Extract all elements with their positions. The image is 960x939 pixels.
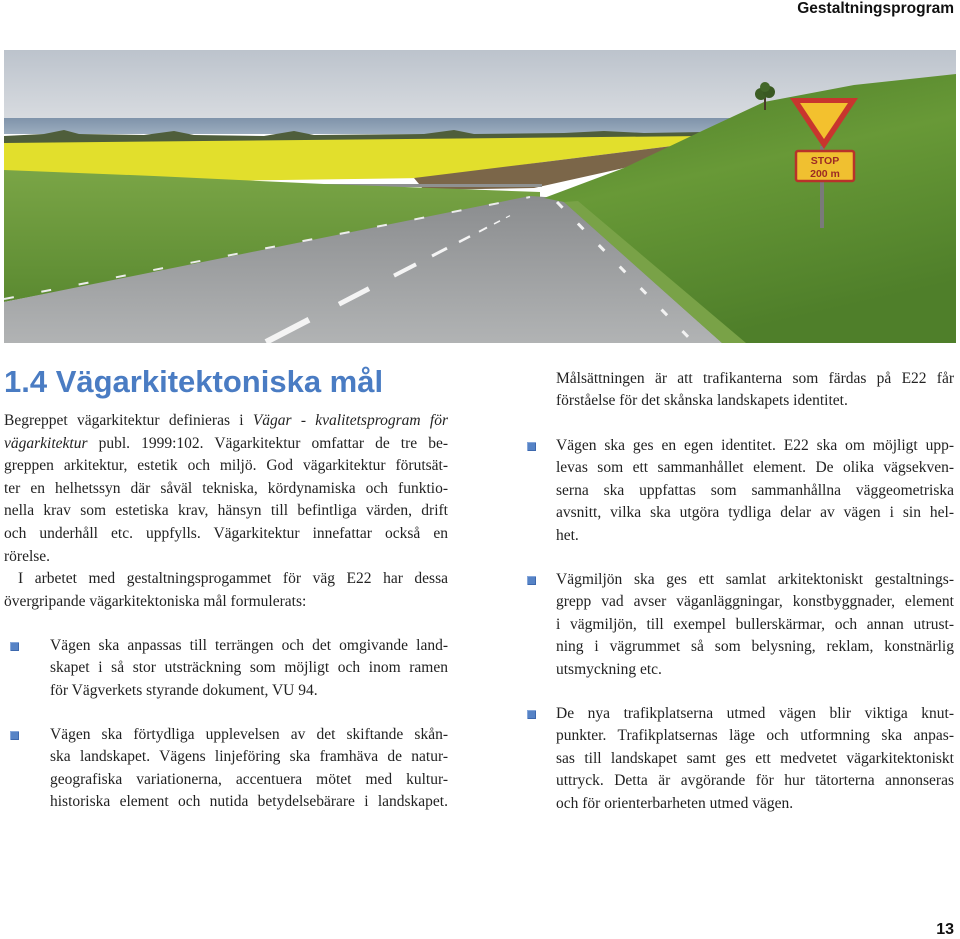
objective-paragraph: [556, 368, 954, 413]
section-heading: 1.4 Vägarkitektoniska mål: [4, 364, 384, 399]
body-text-segment: Begreppet vägarkitektur definieras i: [4, 412, 244, 429]
body-text-line: Vägmiljön ska ges ett samlat arkitektoniskt gestaltnings-: [556, 570, 954, 588]
square-bullet-icon: [10, 731, 19, 740]
body-text-line: uttryck. Detta är avgörande för hur tätorterna annonseras: [556, 772, 954, 790]
body-text-line: het.: [556, 527, 579, 545]
body-text-segment: publ. 1999:102. Vägarkitektur omfattar de tre be-: [98, 434, 448, 452]
body-text-line: nella krav som estetiska krav, hänsyn till befintliga värden, drift: [4, 502, 448, 520]
body-text-line: sas till landskapet samt ges ett medvetet vägarkitektoniskt: [556, 749, 954, 767]
body-text-line: [4, 433, 448, 456]
bullet-item: [50, 635, 448, 703]
body-text-line: ska landskapet. Vägens linjeföring ska framhäva de natur-: [50, 748, 448, 766]
body-text-line: rörelse.: [4, 547, 51, 565]
body-text-line: Vägen ska ges en egen identitet. E22 ska om möjligt upp-: [556, 436, 954, 454]
square-bullet-icon: [10, 642, 19, 651]
square-bullet-icon: [527, 710, 536, 719]
publication-title: vägarkitektur: [4, 434, 88, 452]
goals-intro-paragraph: [4, 568, 448, 613]
body-text-line: ter en helhetssyn där såväl tekniska, kördynamiska och funktio-: [4, 479, 448, 497]
body-text-line: skapet i så stor utsträckning som möjligt och inom ramen: [50, 659, 448, 677]
body-text-line: serna ska uppfattas som sammanhållna väggeometriska: [556, 481, 954, 499]
sign-plate-text-top: STOP: [810, 155, 840, 167]
body-text-line: Målsättningen är att trafikanterna som färdas på E22 får: [556, 369, 954, 387]
body-text-line: greppen arkitektur, estetik och miljö. God vägarkitektur förutsät-: [4, 457, 448, 475]
road-landscape-photo: [4, 50, 956, 343]
body-text-line: avsnitt, vilka ska utgöra tydliga delar av vägen i sin hel-: [556, 504, 954, 522]
body-text-line: [4, 410, 448, 433]
sign-plate-text-bottom: 200 m: [810, 168, 840, 180]
body-text-line: ning i vägrummet så som belysning, reklam, konstnärlig: [556, 638, 954, 656]
body-text-line: historiska element och nutida betydelsebärare i landskapet.: [50, 793, 448, 811]
body-text-line: punkter. Trafikplatsernas läge och utformning ska anpas-: [556, 727, 954, 745]
bullet-item: [50, 724, 448, 814]
bullet-item: [556, 703, 954, 816]
body-text-line: Vägen ska anpassas till terrängen och det omgivande land-: [50, 636, 448, 654]
running-header: Gestaltningsprogram: [797, 0, 954, 17]
body-text-line: levas som ett sammanhållet element. De olika vägsekven-: [556, 459, 954, 477]
body-text-line: Vägen ska förtydliga upplevelsen av det skiftande skån-: [50, 725, 448, 743]
body-text-line: I arbetet med gestaltningsprogammet för väg E22 har dessa: [18, 570, 448, 588]
bullet-item: [556, 569, 954, 682]
square-bullet-icon: [527, 442, 536, 451]
body-text-line: för Vägverkets styrande dokument, VU 94.: [50, 681, 318, 699]
intro-paragraph: [4, 410, 448, 568]
body-text-line: övergripande vägarkitektoniska mål formulerats:: [4, 592, 307, 610]
body-text-line: och för orienterbarheten utmed vägen.: [556, 795, 794, 813]
body-text-line: grepp vad avser väganläggningar, konstbyggnader, element: [556, 593, 954, 611]
page-number: 13: [936, 921, 954, 938]
body-text-line: i vägmiljön, till exempel bullerskärmar, och annan utrust-: [556, 615, 954, 633]
bullet-item: [556, 435, 954, 548]
publication-title: Vägar - kvalitetsprogram för: [252, 412, 448, 429]
body-text-line: De nya trafikplatserna utmed vägen blir viktiga knut-: [556, 704, 954, 722]
body-text-line: geografiska variationerna, accentuera mötet med kultur-: [50, 770, 448, 788]
body-text-line: förståelse för det skånska landskapets identitet.: [556, 392, 848, 410]
body-text-line: och underhåll etc. uppfylls. Vägarkitektur innefattar också en: [4, 524, 448, 542]
body-text-line: utsmyckning etc.: [556, 661, 662, 679]
square-bullet-icon: [527, 576, 536, 585]
